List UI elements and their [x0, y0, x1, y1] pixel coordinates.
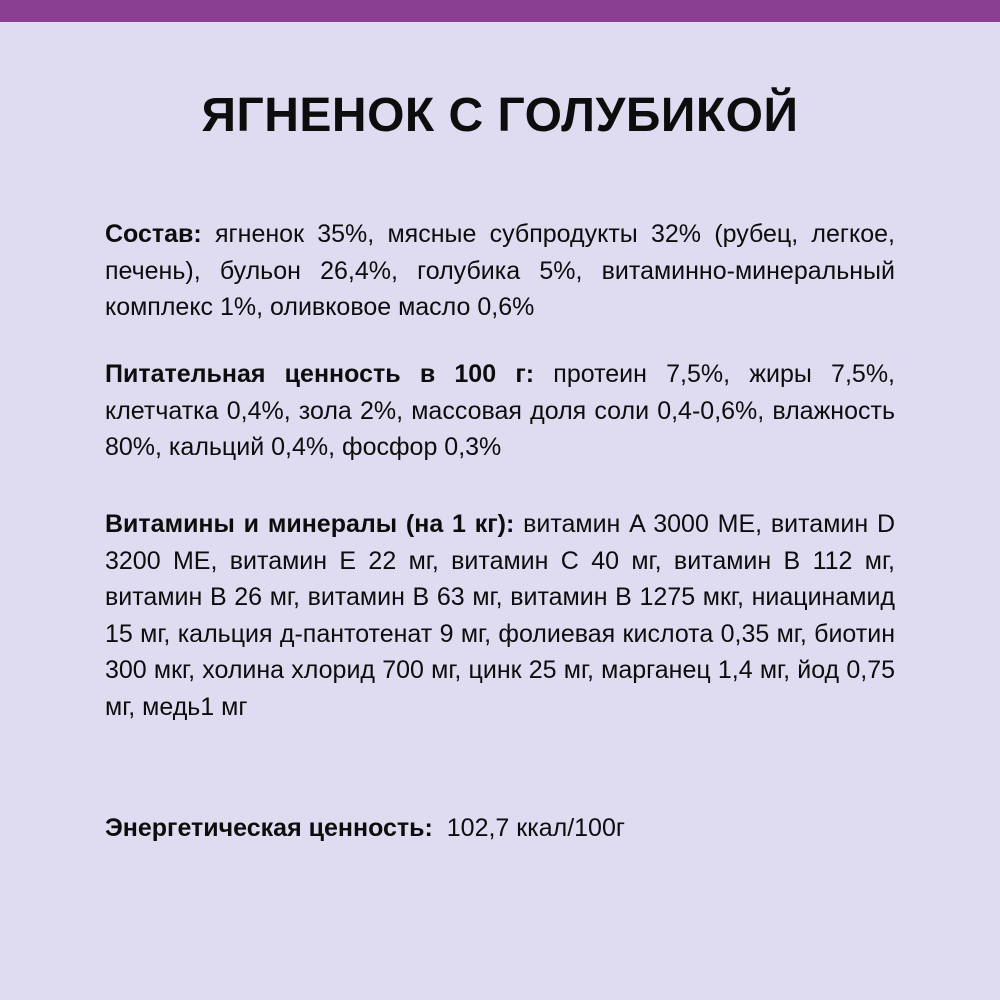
nutrition-section — [105, 356, 895, 466]
composition-label: Состав: — [105, 220, 202, 248]
vitamins-section — [105, 506, 895, 725]
vitamins-text: витамин A 3000 МЕ, витамин D 3200 МЕ, витамин E 22 мг, витамин C 40 мг, витамин B 112 мг, витамин B 26 мг, витамин B 63 мг, витамин B 1275 мкг, ниацинамид 15 мг, кальция д-пантотенат 9 мг, фолиевая кислота 0,35 мг, биотин 300 мкг, холина хлорид 700 мг, цинк 25 мг, марганец 1,4 мг, йод 0,75 мг, медь1 мг — [105, 510, 895, 721]
vitamins-paragraph — [105, 506, 895, 725]
energy-section — [105, 810, 895, 847]
nutrition-label: Питательная ценность в 100 г: — [105, 360, 535, 388]
composition-text: ягненок 35%, мясные субпродукты 32% (рубец, легкое, печень), бульон 26,4%, голубика 5%, витаминно-минеральный комплекс 1%, оливковое масло 0,6% — [105, 220, 896, 321]
composition-section — [105, 216, 895, 326]
vitamins-label: Витамины и минералы (на 1 кг): — [105, 510, 515, 538]
composition-paragraph — [105, 216, 895, 326]
nutrition-paragraph — [105, 356, 895, 466]
nutrition-text: протеин 7,5%, жиры 7,5%, клетчатка 0,4%, зола 2%, массовая доля соли 0,4-0,6%, влажность 80%, кальций 0,4%, фосфор 0,3% — [105, 360, 895, 461]
energy-text: 102,7 ккал/100г — [446, 814, 625, 842]
page-title: ЯГНЕНОК С ГОЛУБИКОЙ — [201, 89, 799, 142]
top-accent-bar — [0, 0, 1000, 22]
energy-label: Энергетическая ценность: — [105, 814, 433, 842]
energy-paragraph — [105, 810, 895, 847]
